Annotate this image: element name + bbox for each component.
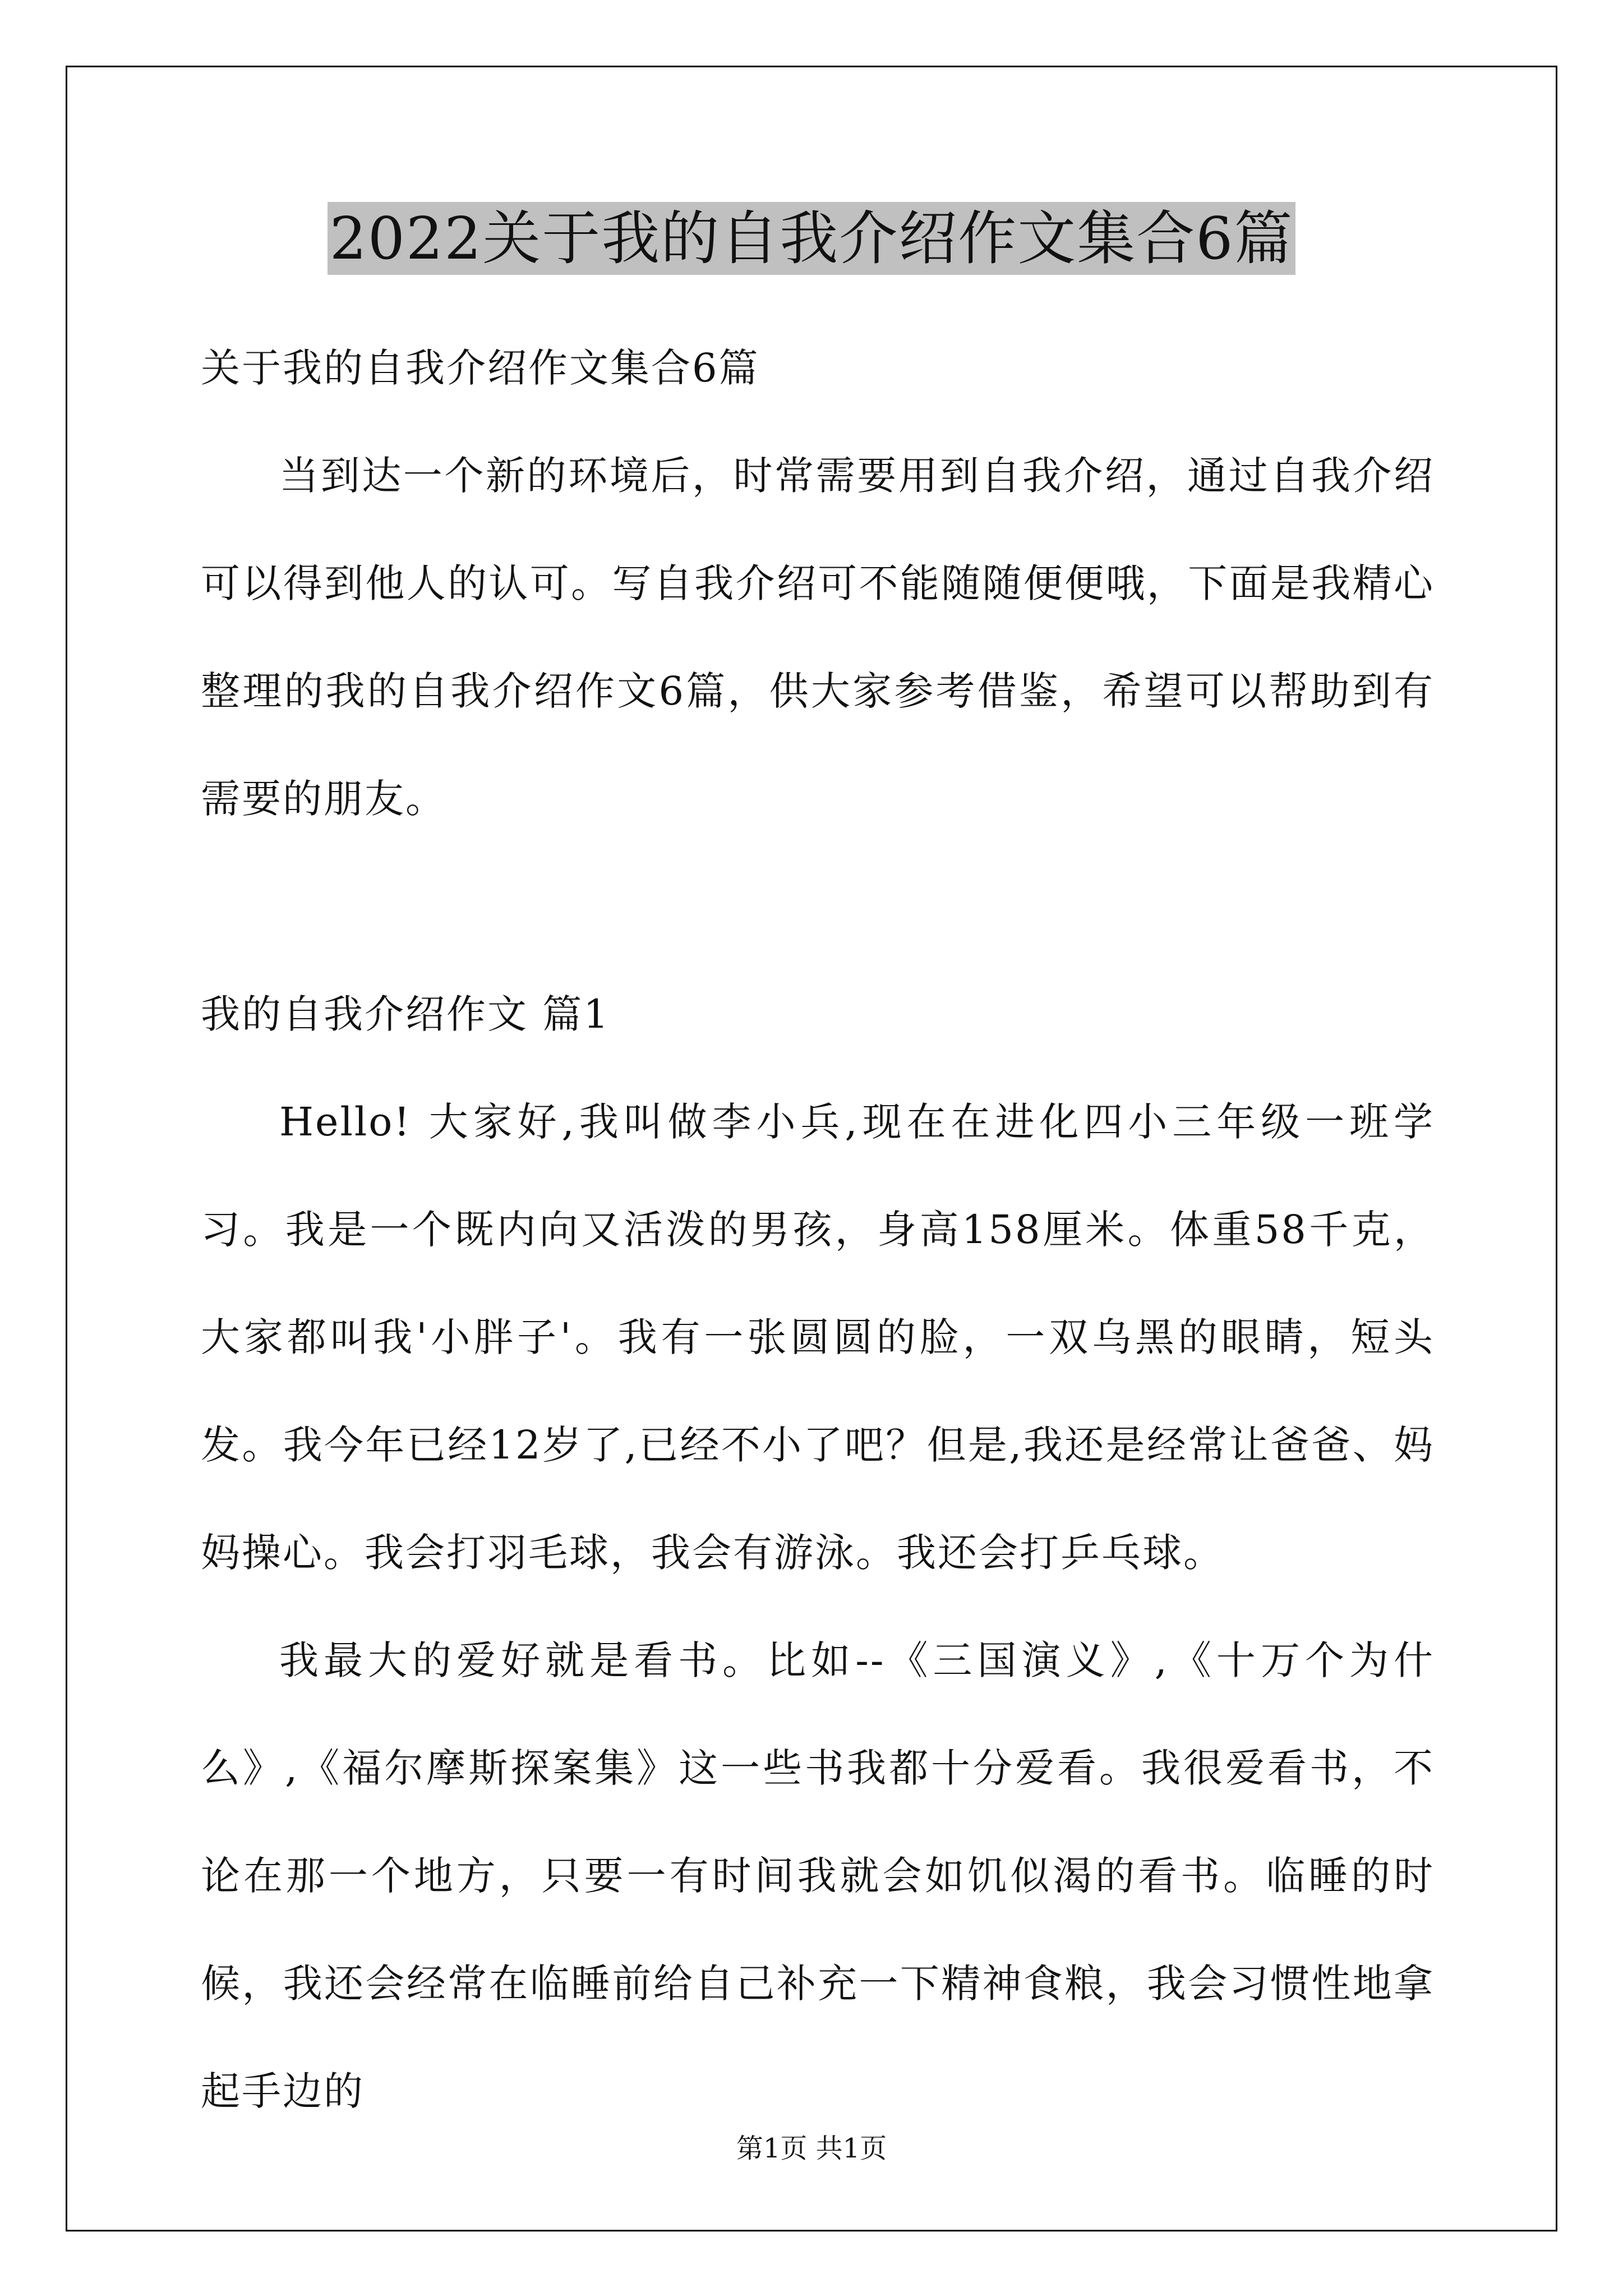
- section-heading: 我的自我介绍作文 篇1: [201, 991, 610, 1037]
- document-body: [201, 314, 1435, 2145]
- intro-paragraph: 当到达一个新的环境后，时常需要用到自我介绍，通过自我介绍可以得到他人的认可。写自我介绍可不能随随便便哦，下面是我精心整理的我的自我介绍作文6篇，供大家参考借鉴，希望可以帮助到有需要的朋友。: [201, 453, 1435, 822]
- body-paragraph: 我最大的爱好就是看书。比如--《三国演义》,《十万个为什么》,《福尔摩斯探案集》这一些书我都十分爱看。我很爱看书，不论在那一个地方，只要一有时间我就会如饥似渴的看书。临睡的时候，我还会经常在临睡前给自己补充一下精神食粮，我会习惯性地拿起手边的: [201, 1637, 1435, 2114]
- body-paragraph: Hello! 大家好,我叫做李小兵,现在在进化四小三年级一班学习。我是一个既内向又活泼的男孩，身高158厘米。体重58千克，大家都叫我'小胖子'。我有一张圆圆的脸，一双乌黑的眼睛，短头发。我今年已经12岁了,已经不小了吧？但是,我还是经常让爸爸、妈妈操心。我会打羽毛球，我会有游泳。我还会打乒乓球。: [201, 1099, 1435, 1576]
- document-title: 2022关于我的自我介绍作文集合6篇: [328, 202, 1296, 275]
- title-container: [0, 202, 1623, 275]
- page-footer: 第1页 共1页: [736, 2133, 887, 2164]
- document-subtitle: 关于我的自我介绍作文集合6篇: [201, 345, 760, 391]
